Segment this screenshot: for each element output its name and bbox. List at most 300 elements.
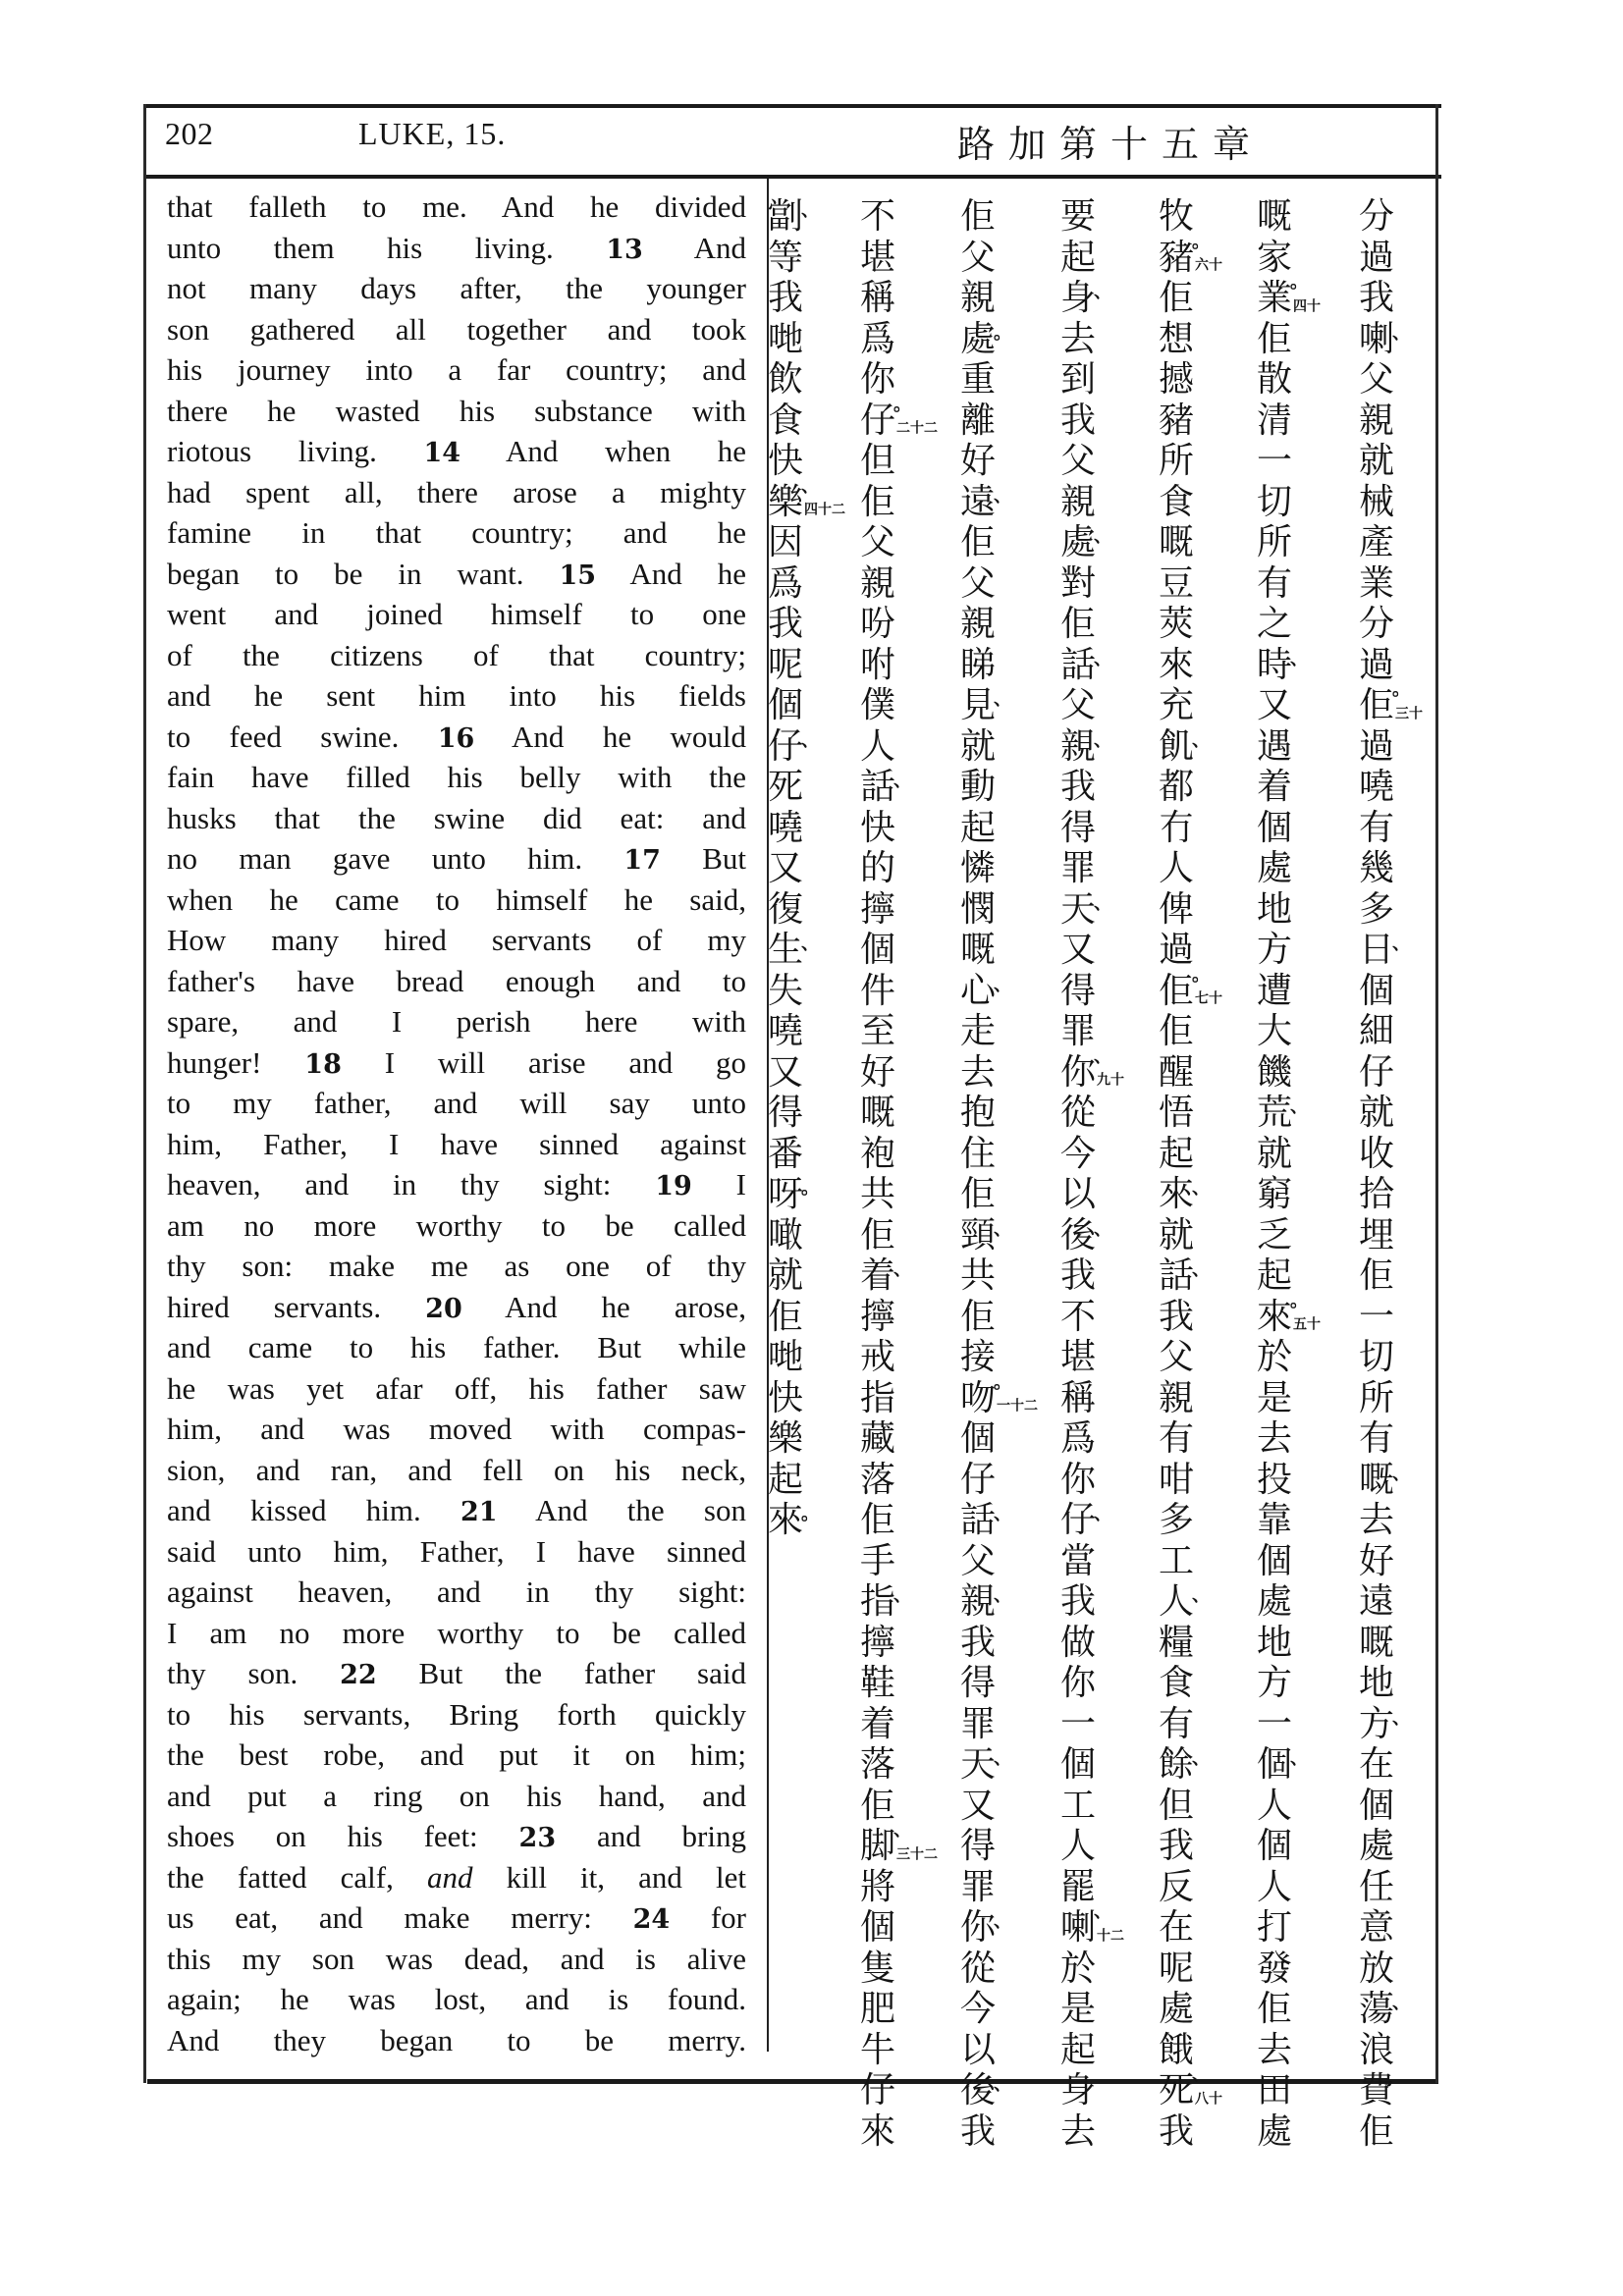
chinese-character [948,808,1007,849]
chinese-character [756,238,815,279]
chinese-character [848,1378,907,1419]
character-glyph: 父 [959,237,996,278]
character-glyph: 食 [1158,481,1194,522]
character-glyph: 多 [1358,888,1394,930]
character-glyph: 起 [767,1459,803,1500]
punctuation-mark: 、 [994,1585,1011,1606]
character-glyph: 是 [1059,1989,1096,2029]
character-glyph: 於 [1059,1948,1096,1989]
chinese-character [948,1744,1011,1786]
character-glyph: 離 [959,400,996,441]
verse-text: to feed swine. [167,719,438,754]
chinese-character [1347,1093,1406,1134]
character-glyph: 遠 [959,481,996,522]
chinese-character [1347,930,1410,971]
chinese-character [1347,563,1406,605]
character-glyph: 嘅 [1358,1459,1394,1500]
chinese-character [1245,1215,1304,1256]
character-glyph: 爲 [767,562,803,604]
chinese-character [848,1134,907,1175]
chinese-character [848,1500,907,1541]
chinese-character [756,1052,815,1094]
chinese-character [1347,1255,1406,1297]
character-glyph: 過 [1158,930,1194,970]
english-line [167,1001,746,1042]
chinese-verse-number: 十八 [1193,2090,1222,2105]
chinese-character [948,848,1007,889]
character-glyph: 心 [959,970,996,1011]
character-glyph: 佢 [1358,1255,1394,1296]
chinese-character [1147,1704,1206,1745]
character-glyph: 荒 [1256,1093,1292,1133]
character-glyph: 話 [1059,644,1096,685]
character-glyph: 處 [1256,1581,1292,1622]
chinese-text-column [756,196,845,1541]
character-glyph: 佢 [959,1174,996,1214]
chinese-verse-number: 十六 [1193,257,1222,272]
character-glyph: 業 [1358,562,1394,604]
chinese-character [1245,272,1321,319]
verse-text: And the son [497,1493,746,1527]
punctuation-mark: 、 [1192,1748,1210,1769]
character-glyph: 哋 [767,1337,803,1377]
chinese-character [1049,522,1111,563]
chinese-character [1147,1052,1206,1094]
chinese-character [1347,679,1423,726]
character-glyph: 抱 [959,1093,996,1133]
character-glyph: 樂 [767,1418,803,1459]
character-glyph: 要 [1059,196,1096,237]
character-glyph: 過 [1358,725,1394,767]
character-glyph: 起 [1158,1133,1194,1174]
english-line [167,349,746,391]
chinese-character [1245,1011,1304,1052]
chinese-character [1245,319,1304,360]
character-glyph: 親 [859,562,895,604]
punctuation-mark: 、 [994,1748,1011,1769]
chinese-character [948,238,1007,279]
character-glyph: 放 [1358,1948,1394,1989]
chinese-character [1347,318,1410,360]
character-glyph: 來 [1256,1296,1292,1337]
chinese-character [1147,563,1206,605]
character-glyph: 話 [859,767,895,807]
english-line [167,1694,746,1735]
chinese-character [848,889,907,931]
verse-number: 13 [606,234,643,265]
chinese-character [756,1011,815,1052]
chinese-character [1245,400,1304,442]
chinese-character [848,1418,907,1460]
character-glyph: 又 [1256,685,1292,725]
punctuation-mark: 、 [893,1259,911,1280]
chinese-character [948,1134,1007,1175]
character-glyph: 又 [959,1785,996,1826]
chinese-character [756,1500,819,1541]
chinese-character [948,685,1011,726]
verse-text: And [642,230,746,265]
character-glyph: 從 [959,1948,996,1989]
character-glyph: 切 [1358,1337,1394,1377]
punctuation-mark: 、 [1192,1259,1210,1280]
character-glyph: 俾 [1158,888,1194,930]
verse-text: this my son was dead, and is alive [167,1941,746,1976]
chinese-character [948,1418,1007,1460]
character-glyph: 憫 [959,888,996,930]
chinese-character [948,970,1011,1012]
character-glyph: 堪 [859,237,895,278]
verse-text: famine in that country; and he [167,515,746,550]
english-column [167,187,746,2060]
character-glyph: 對 [1059,562,1096,604]
verse-text: and kissed him. [167,1493,461,1527]
verse-text: And he would [474,719,747,754]
chinese-character [948,930,1007,971]
chinese-character [1049,1337,1108,1378]
chinese-character [1147,848,1206,889]
chinese-character [1049,1378,1108,1419]
chinese-character [1049,644,1111,686]
character-glyph: 去 [1256,2029,1292,2070]
chinese-character [1147,2111,1206,2153]
english-line [167,1939,746,1980]
left-border [143,104,146,2083]
english-line [167,1042,746,1084]
chinese-character [948,1011,1007,1052]
character-glyph: 因 [767,522,803,562]
chinese-character [1347,1337,1406,1378]
english-line [167,757,746,798]
character-glyph: 快 [859,807,895,848]
character-glyph: 又 [767,1051,803,1093]
verse-text: How many hired servants of my [167,923,746,957]
chinese-character [948,359,1007,400]
chinese-character [1147,1744,1210,1786]
english-line [167,268,746,309]
chinese-character [1347,1623,1406,1664]
chinese-character [1147,1418,1206,1460]
verse-text: us eat, and make merry: [167,1900,633,1935]
chinese-character [1147,964,1222,1012]
verse-text: went and joined himself to one [167,597,746,631]
chinese-character [1347,522,1406,563]
punctuation-mark: 。 [1192,964,1210,986]
punctuation-mark: 、 [1192,2064,1210,2085]
character-glyph: 好 [1358,1540,1394,1581]
chinese-character [848,522,907,563]
punctuation-mark: 、 [801,729,819,751]
english-line [167,920,746,961]
chinese-character [848,441,907,482]
chinese-character [1147,1623,1206,1664]
chinese-character [1049,930,1108,971]
character-glyph: 今 [959,1989,996,2029]
chinese-character [1147,1011,1206,1052]
character-glyph: 呢 [1158,1948,1194,1989]
chinese-character [1347,604,1406,645]
chinese-character [756,522,815,563]
chinese-character [1245,767,1304,808]
chinese-character [1147,1989,1206,2030]
chinese-character [848,1093,907,1134]
character-glyph: 散 [1256,359,1292,400]
english-line [167,1613,746,1654]
verse-number: 17 [623,845,661,876]
punctuation-mark: 。 [1290,1290,1308,1311]
character-glyph: 餓 [1158,2029,1194,2070]
english-line [167,554,746,595]
chinese-character [948,1663,1007,1704]
character-glyph: 人 [859,725,895,767]
punctuation-mark: 、 [801,934,819,954]
character-glyph: 好 [859,1051,895,1093]
character-glyph: 佢 [1158,970,1194,1011]
english-line [167,880,746,921]
verse-text: him, Father, I have sinned against [167,1126,746,1161]
chinese-character [1347,1907,1406,1949]
chinese-character [948,196,1007,238]
running-head: LUKE, 15. [358,116,507,151]
character-glyph: 有 [1358,1418,1394,1459]
chinese-character [1049,604,1108,645]
punctuation-mark: 、 [893,1585,911,1606]
english-line [167,1776,746,1817]
character-glyph: 分 [1358,196,1394,237]
verse-text: And when he [460,434,746,468]
chinese-character [848,1949,907,1990]
character-glyph: 罪 [1059,1011,1096,1051]
chinese-character [1147,1378,1206,1419]
verse-text: the best robe, and put it on him; [167,1737,746,1772]
chinese-character [1147,1663,1206,1704]
chinese-character [948,278,1007,319]
punctuation-mark: 。 [893,394,911,415]
verse-number: 15 [559,560,597,591]
verse-text: I will arise and go [341,1044,747,1080]
chinese-text-column [1245,196,1321,2152]
character-glyph: 處 [1158,1989,1194,2029]
english-line [167,1897,746,1939]
character-glyph: 日 [1358,930,1394,970]
chinese-character [1347,196,1406,238]
verse-text: father's have bread enough and to [167,963,746,998]
chinese-character [1347,971,1406,1012]
character-glyph: 死 [1158,2070,1194,2110]
chinese-character [948,1174,1007,1215]
verse-text: hunger! [167,1044,305,1080]
character-glyph: 佢 [859,1214,895,1255]
chinese-character [948,2070,1011,2111]
chinese-character [1347,400,1406,442]
chinese-character [848,1989,907,2030]
character-glyph: 仔 [859,400,895,441]
verse-text: for [670,1900,747,1935]
chinese-character [1347,441,1406,482]
verse-text: And he arose, [461,1289,747,1324]
character-glyph: 起 [1059,237,1096,278]
chinese-character [948,645,1007,686]
chinese-verse-number: 二十四 [802,502,845,516]
character-glyph: 仔 [859,2070,895,2110]
character-glyph: 我 [1158,1296,1194,1337]
character-glyph: 在 [1358,1744,1394,1785]
chinese-character [848,604,907,645]
chinese-character [1049,2030,1108,2071]
character-glyph: 爲 [859,318,895,359]
english-line [167,187,746,228]
character-glyph: 親 [959,278,996,318]
english-line [167,391,746,432]
chinese-character [1245,2030,1304,2071]
english-line [167,472,746,513]
english-line [167,675,746,717]
chinese-character [848,394,938,442]
character-glyph: 牛 [859,2029,895,2070]
character-glyph: 醒 [1158,1051,1194,1093]
verse-text: riotous living. [167,434,424,468]
chinese-character [756,1337,815,1378]
character-glyph: 呀 [767,1174,803,1214]
character-glyph: 投 [1256,1459,1292,1500]
character-glyph: 做 [1059,1622,1096,1663]
english-line [167,1735,746,1776]
chinese-character [948,1826,1007,1867]
chinese-character [848,930,907,971]
english-line [167,961,746,1002]
verse-text: But [660,841,747,876]
punctuation-mark: 。 [1392,679,1410,700]
character-glyph: 個 [1358,1785,1394,1826]
chinese-character [1347,1215,1406,1256]
character-glyph: 親 [1059,725,1096,767]
punctuation-mark: 、 [994,485,1011,507]
character-glyph: 佢 [959,522,996,562]
character-glyph: 家 [1256,237,1292,278]
character-glyph: 個 [959,1418,996,1459]
chinese-verse-number: 十九 [1095,1072,1124,1087]
character-glyph: 來 [1158,1174,1194,1214]
english-line [167,635,746,676]
character-glyph: 人 [1256,1785,1292,1826]
chinese-character [1245,726,1304,768]
character-glyph: 佢 [1256,1989,1292,2029]
chinese-character [1245,1704,1304,1745]
chinese-character [1147,725,1210,768]
chinese-character [1245,522,1304,563]
chinese-character [1049,1460,1108,1501]
punctuation-mark: 、 [1094,648,1111,669]
chinese-character [1347,1174,1406,1215]
character-glyph: 想 [1158,318,1194,359]
chinese-character [1147,1134,1206,1175]
character-glyph: 饑 [1256,1051,1292,1093]
character-glyph: 見 [959,685,996,725]
chinese-character [1147,1337,1206,1378]
character-glyph: 快 [767,441,803,481]
verse-text: not many days after, the younger [167,271,746,305]
verse-number: 21 [460,1497,498,1527]
character-glyph: 處 [1358,1826,1394,1866]
chinese-character [1147,1907,1206,1949]
chinese-character [948,400,1007,442]
chinese-character [848,1744,907,1786]
chinese-character [1347,1541,1406,1582]
character-glyph: 去 [1358,1500,1394,1540]
english-line [167,838,746,880]
chinese-character [756,889,815,931]
chinese-verse-number: 十五 [1291,1316,1321,1331]
character-glyph: 當 [1059,1540,1096,1581]
character-glyph: 手 [859,1540,895,1581]
character-glyph: 嘵 [767,1011,803,1051]
character-glyph: 埋 [1358,1214,1394,1255]
verse-text: spare, and I perish here with [167,1004,746,1039]
character-glyph: 嘅 [959,930,996,970]
character-glyph: 指 [859,1581,895,1622]
character-glyph: 戒 [859,1337,895,1377]
chinese-character [1147,1581,1210,1623]
verse-text: fain have filled his belly with the [167,760,746,794]
chinese-character [848,1581,911,1623]
chinese-character [1147,482,1206,523]
chinese-verse-number: 十三 [1393,705,1423,720]
character-glyph: 佢 [1256,318,1292,359]
verse-text: am no more worthy to be called [167,1207,746,1243]
chinese-character [1049,278,1111,319]
chinese-character [1049,808,1108,849]
chinese-character [948,1371,1038,1419]
chinese-character [1049,1500,1111,1541]
chinese-character [1147,604,1206,645]
chinese-character [756,930,819,971]
chinese-character [1147,359,1206,400]
chinese-character [1147,808,1206,849]
chinese-character [948,767,1007,808]
chinese-character [756,725,819,768]
character-glyph: 之 [1256,604,1292,644]
character-glyph: 嘵 [1358,767,1394,807]
chinese-character [1245,1949,1304,1990]
character-glyph: 佢 [859,1785,895,1826]
chinese-character [1347,278,1406,319]
chinese-character [1147,1500,1206,1541]
character-glyph: 肥 [859,1989,895,2029]
chinese-character [1049,1704,1108,1745]
english-line [167,1124,746,1165]
character-glyph: 充 [1158,685,1194,725]
character-glyph: 我 [1059,400,1096,441]
chinese-character [848,645,907,686]
verse-text: again; he was lost, and is found. [167,1982,746,2016]
chinese-character [848,2111,907,2153]
character-glyph: 佢 [1158,278,1194,318]
punctuation-mark: 、 [1392,934,1410,954]
verse-text: said unto him, Father, I have sinned [167,1533,746,1569]
chinese-verse-number: 二十一 [995,1398,1038,1413]
character-glyph: 飲 [767,359,803,400]
character-glyph: 父 [1158,1337,1194,1377]
punctuation-mark: 、 [994,689,1011,710]
punctuation-mark: 、 [994,1504,1011,1524]
chinese-character [848,726,907,768]
chinese-character [1347,2111,1406,2153]
character-glyph: 食 [767,400,803,441]
chinese-character [1049,1214,1111,1256]
character-glyph: 失 [767,970,803,1011]
chinese-character [948,522,1007,563]
chinese-character [1245,1786,1304,1827]
character-glyph: 隻 [859,1948,895,1989]
